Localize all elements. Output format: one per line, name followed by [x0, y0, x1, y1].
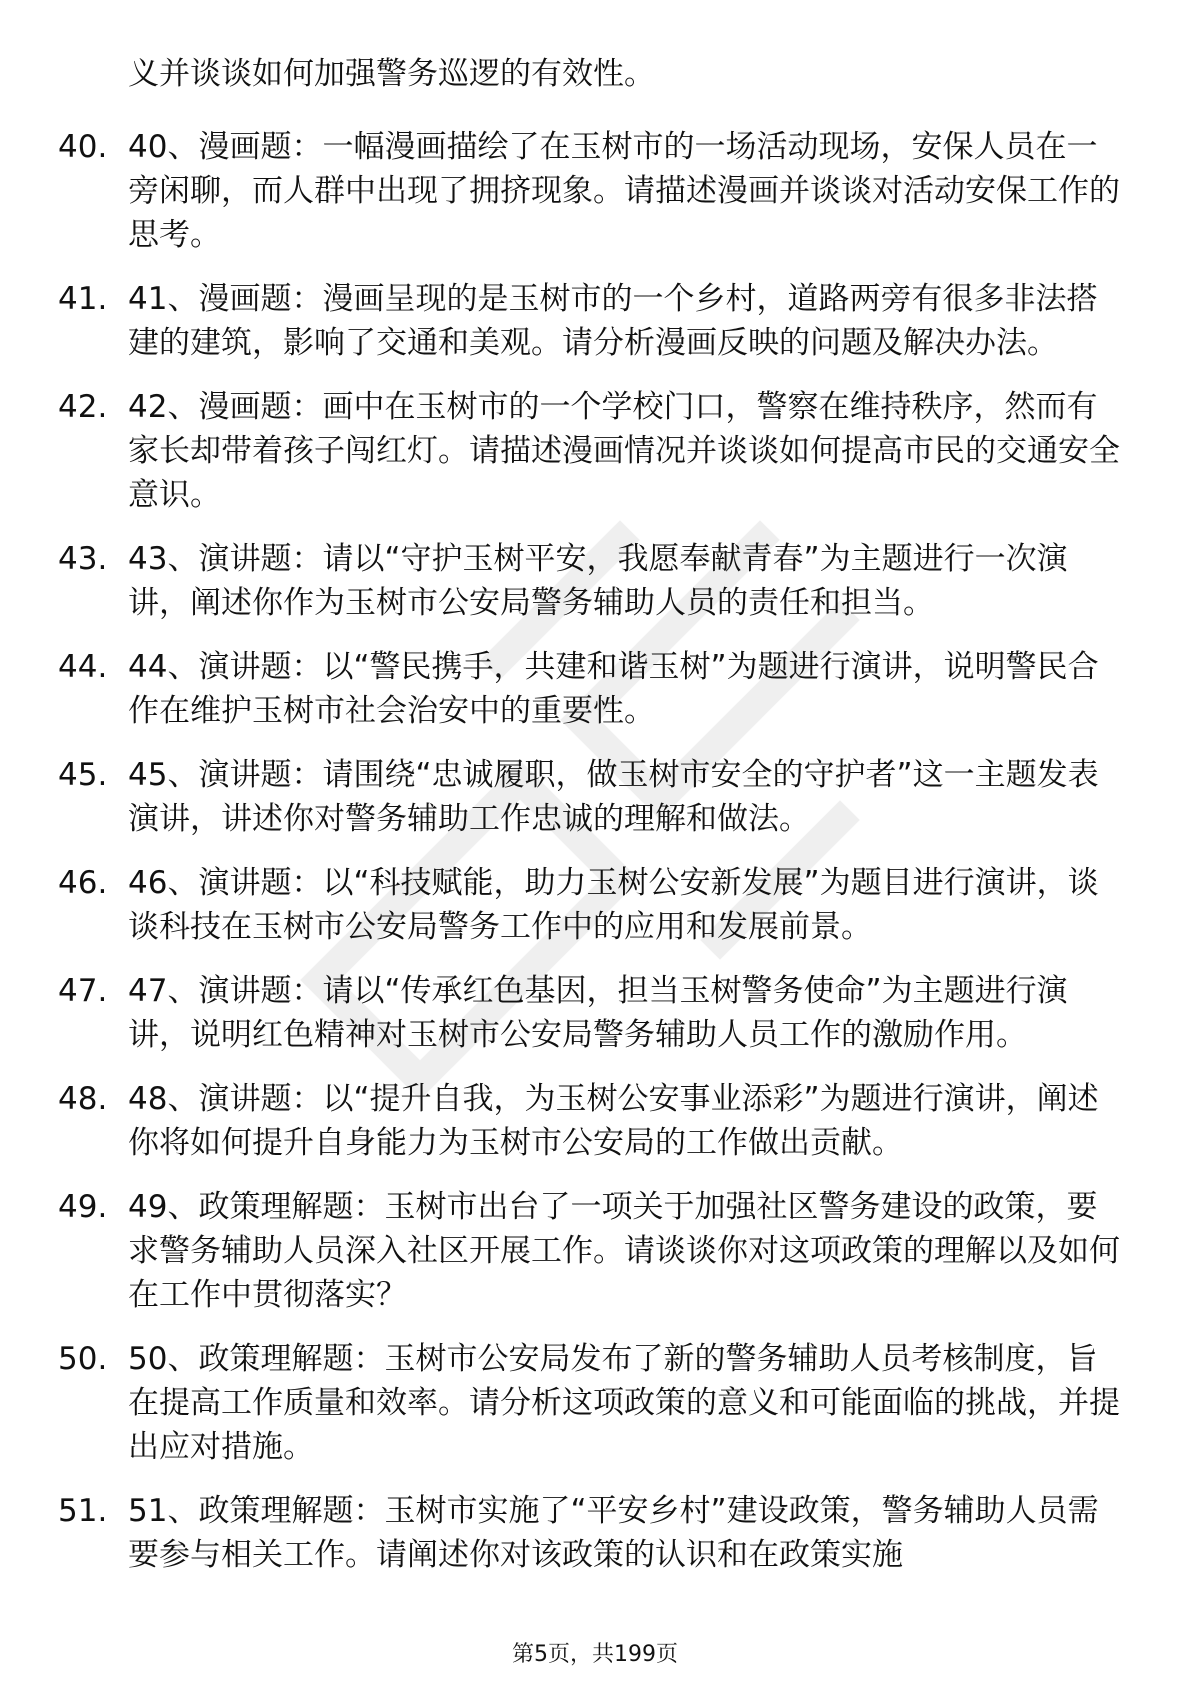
intro-continuation-text: 义并谈谈如何加强警务巡逻的有效性。 — [128, 56, 655, 92]
list-item — [0, 861, 1190, 949]
item-number: 43. — [58, 541, 108, 577]
item-text: 44、演讲题：以“警民携手，共建和谐玉树”为题进行演讲，说明警民合作在维护玉树市社会治安中的重要性。 — [128, 649, 1099, 729]
item-number: 47. — [58, 973, 108, 1009]
item-number: 50. — [58, 1341, 108, 1377]
list-item — [0, 645, 1190, 733]
list-item — [0, 969, 1190, 1057]
item-number: 40. — [58, 129, 108, 165]
list-item — [0, 125, 1190, 257]
list-item — [0, 537, 1190, 625]
question-list — [0, 125, 1190, 1597]
item-number: 51. — [58, 1493, 108, 1529]
list-item — [0, 385, 1190, 517]
item-text: 40、漫画题：一幅漫画描绘了在玉树市的一场活动现场，安保人员在一旁闲聊，而人群中出现了拥挤现象。请描述漫画并谈谈对活动安保工作的思考。 — [128, 129, 1120, 253]
item-text: 43、演讲题：请以“守护玉树平安，我愿奉献青春”为主题进行一次演讲，阐述你作为玉树市公安局警务辅助人员的责任和担当。 — [128, 541, 1068, 621]
item-text: 48、演讲题：以“提升自我，为玉树公安事业添彩”为题进行演讲，阐述你将如何提升自身能力为玉树市公安局的工作做出贡献。 — [128, 1081, 1099, 1161]
list-item — [0, 1077, 1190, 1165]
item-number: 46. — [58, 865, 108, 901]
item-text: 49、政策理解题：玉树市出台了一项关于加强社区警务建设的政策，要求警务辅助人员深入社区开展工作。请谈谈你对这项政策的理解以及如何在工作中贯彻落实？ — [128, 1189, 1120, 1313]
item-text: 41、漫画题：漫画呈现的是玉树市的一个乡村，道路两旁有很多非法搭建的建筑，影响了交通和美观。请分析漫画反映的问题及解决办法。 — [128, 281, 1098, 361]
list-item — [0, 1489, 1190, 1577]
list-item — [0, 1185, 1190, 1317]
list-item — [0, 277, 1190, 365]
list-item — [0, 753, 1190, 841]
item-text: 50、政策理解题：玉树市公安局发布了新的警务辅助人员考核制度，旨在提高工作质量和效率。请分析这项政策的意义和可能面临的挑战，并提出应对措施。 — [128, 1341, 1120, 1465]
item-number: 48. — [58, 1081, 108, 1117]
page-number-footer: 第5页，共199页 — [512, 1642, 678, 1667]
item-number: 44. — [58, 649, 108, 685]
item-text: 42、漫画题：画中在玉树市的一个学校门口，警察在维持秩序，然而有家长却带着孩子闯红灯。请描述漫画情况并谈谈如何提高市民的交通安全意识。 — [128, 389, 1120, 513]
item-text: 46、演讲题：以“科技赋能，助力玉树公安新发展”为题目进行演讲，谈谈科技在玉树市公安局警务工作中的应用和发展前景。 — [128, 865, 1099, 945]
item-number: 45. — [58, 757, 108, 793]
item-number: 41. — [58, 281, 108, 317]
item-text: 47、演讲题：请以“传承红色基因，担当玉树警务使命”为主题进行演讲，说明红色精神对玉树市公安局警务辅助人员工作的激励作用。 — [128, 973, 1068, 1053]
item-text: 45、演讲题：请围绕“忠诚履职，做玉树市安全的守护者”这一主题发表演讲，讲述你对警务辅助工作忠诚的理解和做法。 — [128, 757, 1099, 837]
item-number: 49. — [58, 1189, 108, 1225]
item-text: 51、政策理解题：玉树市实施了“平安乡村”建设政策，警务辅助人员需要参与相关工作。请阐述你对该政策的认识和在政策实施 — [128, 1493, 1099, 1573]
list-item — [0, 1337, 1190, 1469]
item-number: 42. — [58, 389, 108, 425]
